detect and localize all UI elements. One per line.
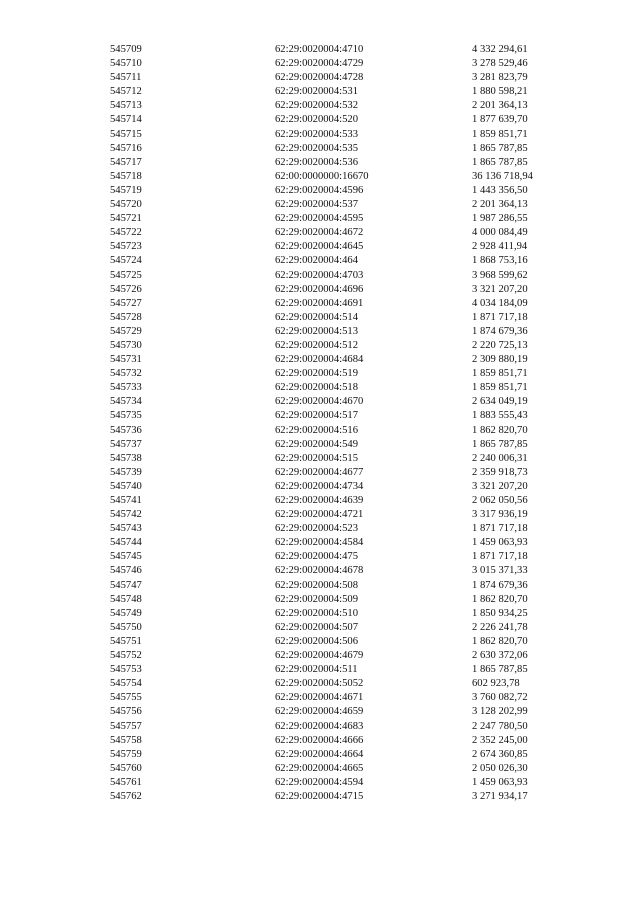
table-row (0, 311, 640, 325)
cadastral-number: 62:29:0020004:464 (275, 255, 358, 267)
row-number: 545759 (110, 748, 142, 760)
cadastral-number: 62:29:0020004:4659 (275, 706, 364, 718)
row-number: 545743 (110, 523, 142, 535)
table-row (0, 198, 640, 212)
table-row (0, 564, 640, 578)
cadastral-value: 1 883 555,43 (472, 410, 528, 422)
cadastral-number: 62:29:0020004:4666 (275, 734, 364, 746)
cadastral-value: 1 871 717,18 (472, 523, 528, 535)
cadastral-number: 62:29:0020004:517 (275, 410, 358, 422)
cadastral-value: 4 034 184,09 (472, 297, 528, 309)
table-row (0, 283, 640, 297)
row-number: 545726 (110, 283, 142, 295)
cadastral-value: 1 459 063,93 (472, 776, 528, 788)
row-number: 545719 (110, 184, 142, 196)
cadastral-value: 2 220 725,13 (472, 339, 528, 351)
table-row (0, 156, 640, 170)
row-number: 545736 (110, 424, 142, 436)
row-number: 545710 (110, 58, 142, 70)
cadastral-value: 2 630 372,06 (472, 650, 528, 662)
cadastral-value: 2 226 241,78 (472, 621, 528, 633)
cadastral-value: 3 321 207,20 (472, 283, 528, 295)
cadastral-number: 62:29:0020004:4684 (275, 354, 364, 366)
cadastral-number: 62:29:0020004:475 (275, 551, 358, 563)
cadastral-value: 4 332 294,61 (472, 44, 528, 55)
row-number: 545746 (110, 565, 142, 577)
cadastral-value: 1 865 787,85 (472, 438, 528, 450)
row-number: 545748 (110, 593, 142, 605)
row-number: 545752 (110, 650, 142, 662)
cadastral-value: 2 062 050,56 (472, 495, 528, 506)
cadastral-number: 62:29:0020004:4595 (275, 213, 364, 225)
cadastral-number: 62:29:0020004:516 (275, 424, 358, 436)
cadastral-value: 2 928 411,94 (472, 241, 528, 253)
table-row (0, 438, 640, 452)
table-row (0, 480, 640, 494)
cadastral-number: 62:29:0020004:4678 (275, 565, 364, 577)
row-number: 545741 (110, 495, 142, 506)
cadastral-value: 3 317 936,19 (472, 509, 528, 521)
row-number: 545720 (110, 199, 142, 211)
table-row (0, 748, 640, 762)
row-number: 545749 (110, 607, 142, 619)
cadastral-value: 2 247 780,50 (472, 720, 528, 732)
table-row (0, 776, 640, 790)
cadastral-number: 62:29:0020004:523 (275, 523, 358, 535)
cadastral-number: 62:29:0020004:4596 (275, 184, 364, 196)
cadastral-value: 3 278 529,46 (472, 58, 528, 70)
cadastral-number: 62:29:0020004:508 (275, 579, 358, 591)
row-number: 545740 (110, 480, 142, 492)
cadastral-value: 1 880 598,21 (472, 86, 528, 98)
row-number: 545717 (110, 156, 142, 168)
table-row (0, 607, 640, 621)
row-number: 545723 (110, 241, 142, 253)
row-number: 545715 (110, 128, 142, 140)
table-row (0, 635, 640, 649)
cadastral-value: 36 136 718,94 (472, 170, 533, 182)
cadastral-number: 62:29:0020004:549 (275, 438, 358, 450)
table-row (0, 381, 640, 395)
cadastral-value: 1 850 934,25 (472, 607, 528, 619)
cadastral-number: 62:29:0020004:4670 (275, 396, 364, 408)
cadastral-value: 1 877 639,70 (472, 114, 528, 126)
cadastral-value: 1 859 851,71 (472, 128, 528, 140)
row-number: 545713 (110, 100, 142, 112)
cadastral-number: 62:29:0020004:537 (275, 199, 358, 211)
table-row (0, 297, 640, 311)
cadastral-number: 62:29:0020004:509 (275, 593, 358, 605)
row-number: 545728 (110, 311, 142, 323)
cadastral-value: 1 862 820,70 (472, 635, 528, 647)
cadastral-number: 62:29:0020004:4671 (275, 692, 364, 704)
row-number: 545747 (110, 579, 142, 591)
table-row (0, 790, 640, 804)
row-number: 545716 (110, 142, 142, 154)
cadastral-number: 62:29:0020004:4696 (275, 283, 364, 295)
cadastral-value: 3 128 202,99 (472, 706, 528, 718)
row-number: 545712 (110, 86, 142, 98)
cadastral-number: 62:29:0020004:4594 (275, 776, 364, 788)
cadastral-number: 62:29:0020004:4721 (275, 509, 364, 521)
table-row (0, 522, 640, 536)
table-row (0, 452, 640, 466)
table-row (0, 43, 640, 57)
cadastral-number: 62:29:0020004:4715 (275, 790, 364, 802)
cadastral-value: 1 459 063,93 (472, 537, 528, 549)
row-number: 545730 (110, 339, 142, 351)
cadastral-number: 62:29:0020004:506 (275, 635, 358, 647)
cadastral-number: 62:29:0020004:536 (275, 156, 358, 168)
table-row (0, 734, 640, 748)
cadastral-value: 2 674 360,85 (472, 748, 528, 760)
cadastral-value: 2 359 918,73 (472, 466, 528, 478)
row-number: 545724 (110, 255, 142, 267)
cadastral-value: 3 015 371,33 (472, 565, 528, 577)
table-row (0, 339, 640, 353)
cadastral-number: 62:29:0020004:532 (275, 100, 358, 112)
table-row (0, 254, 640, 268)
cadastral-value: 3 321 207,20 (472, 480, 528, 492)
table-row (0, 184, 640, 198)
table-row (0, 550, 640, 564)
cadastral-value: 1 865 787,85 (472, 142, 528, 154)
row-number: 545733 (110, 382, 142, 394)
cadastral-number: 62:29:0020004:520 (275, 114, 358, 126)
row-number: 545714 (110, 114, 142, 126)
table-row (0, 593, 640, 607)
cadastral-number: 62:29:0020004:4677 (275, 466, 364, 478)
cadastral-value: 3 760 082,72 (472, 692, 528, 704)
cadastral-number: 62:29:0020004:4664 (275, 748, 364, 760)
row-number: 545756 (110, 706, 142, 718)
cadastral-value: 1 859 851,71 (472, 368, 528, 380)
cadastral-value: 1 874 679,36 (472, 325, 528, 337)
cadastral-value: 2 201 364,13 (472, 100, 528, 112)
cadastral-number: 62:29:0020004:515 (275, 452, 358, 464)
row-number: 545731 (110, 354, 142, 366)
cadastral-number: 62:29:0020004:535 (275, 142, 358, 154)
cadastral-number: 62:29:0020004:4679 (275, 650, 364, 662)
cadastral-value: 1 871 717,18 (472, 551, 528, 563)
row-number: 545757 (110, 720, 142, 732)
row-number: 545751 (110, 635, 142, 647)
table-row (0, 536, 640, 550)
table-row (0, 720, 640, 734)
cadastral-value: 1 862 820,70 (472, 424, 528, 436)
table-row (0, 663, 640, 677)
cadastral-value: 4 000 084,49 (472, 227, 528, 239)
table-row (0, 494, 640, 508)
cadastral-value: 2 634 049,19 (472, 396, 528, 408)
row-number: 545739 (110, 466, 142, 478)
row-number: 545725 (110, 269, 142, 281)
row-number: 545738 (110, 452, 142, 464)
row-number: 545737 (110, 438, 142, 450)
cadastral-number: 62:29:0020004:531 (275, 86, 358, 98)
table-row (0, 99, 640, 113)
row-number: 545711 (110, 72, 142, 84)
cadastral-value: 2 050 026,30 (472, 762, 528, 774)
cadastral-value: 1 859 851,71 (472, 382, 528, 394)
cadastral-number: 62:29:0020004:510 (275, 607, 358, 619)
row-number: 545758 (110, 734, 142, 746)
cadastral-number: 62:29:0020004:519 (275, 368, 358, 380)
table-row (0, 212, 640, 226)
cadastral-number: 62:29:0020004:4729 (275, 58, 364, 70)
table-row (0, 367, 640, 381)
table-row (0, 409, 640, 423)
row-number: 545734 (110, 396, 142, 408)
row-number: 545745 (110, 551, 142, 563)
cadastral-number: 62:29:0020004:533 (275, 128, 358, 140)
table-row (0, 142, 640, 156)
table-row (0, 269, 640, 283)
cadastral-number: 62:29:0020004:4710 (275, 44, 364, 55)
cadastral-value-table (0, 43, 640, 804)
table-row (0, 71, 640, 85)
table-row (0, 621, 640, 635)
row-number: 545750 (110, 621, 142, 633)
cadastral-value: 1 443 356,50 (472, 184, 528, 196)
row-number: 545761 (110, 776, 142, 788)
table-row (0, 113, 640, 127)
cadastral-value: 2 309 880,19 (472, 354, 528, 366)
cadastral-number: 62:29:0020004:4672 (275, 227, 364, 239)
row-number: 545732 (110, 368, 142, 380)
cadastral-number: 62:29:0020004:513 (275, 325, 358, 337)
cadastral-value: 2 240 006,31 (472, 452, 528, 464)
row-number: 545721 (110, 213, 142, 225)
cadastral-value: 3 281 823,79 (472, 72, 528, 84)
cadastral-number: 62:29:0020004:4645 (275, 241, 364, 253)
cadastral-value: 1 987 286,55 (472, 213, 528, 225)
cadastral-number: 62:29:0020004:4728 (275, 72, 364, 84)
cadastral-number: 62:29:0020004:5052 (275, 678, 364, 690)
cadastral-value: 1 871 717,18 (472, 311, 528, 323)
row-number: 545722 (110, 227, 142, 239)
row-number: 545755 (110, 692, 142, 704)
table-row (0, 170, 640, 184)
cadastral-number: 62:29:0020004:4703 (275, 269, 364, 281)
table-row (0, 395, 640, 409)
table-row (0, 677, 640, 691)
table-row (0, 85, 640, 99)
cadastral-value: 602 923,78 (472, 678, 520, 690)
table-row (0, 325, 640, 339)
cadastral-number: 62:29:0020004:4691 (275, 297, 364, 309)
cadastral-value: 1 865 787,85 (472, 156, 528, 168)
cadastral-number: 62:29:0020004:4683 (275, 720, 364, 732)
table-row (0, 240, 640, 254)
row-number: 545753 (110, 664, 142, 676)
cadastral-value: 3 968 599,62 (472, 269, 528, 281)
cadastral-number: 62:29:0020004:4665 (275, 762, 364, 774)
table-row (0, 466, 640, 480)
cadastral-value: 1 874 679,36 (472, 579, 528, 591)
table-row (0, 691, 640, 705)
cadastral-number: 62:29:0020004:4639 (275, 495, 364, 506)
cadastral-number: 62:29:0020004:4584 (275, 537, 364, 549)
row-number: 545742 (110, 509, 142, 521)
cadastral-value: 1 868 753,16 (472, 255, 528, 267)
table-row (0, 353, 640, 367)
table-row (0, 762, 640, 776)
row-number: 545729 (110, 325, 142, 337)
cadastral-value: 3 271 934,17 (472, 790, 528, 802)
table-row (0, 705, 640, 719)
row-number: 545760 (110, 762, 142, 774)
row-number: 545709 (110, 44, 142, 55)
cadastral-number: 62:29:0020004:4734 (275, 480, 364, 492)
row-number: 545744 (110, 537, 142, 549)
cadastral-value: 2 352 245,00 (472, 734, 528, 746)
cadastral-value: 2 201 364,13 (472, 199, 528, 211)
cadastral-number: 62:29:0020004:507 (275, 621, 358, 633)
cadastral-value: 1 862 820,70 (472, 593, 528, 605)
row-number: 545735 (110, 410, 142, 422)
row-number: 545762 (110, 790, 142, 802)
cadastral-number: 62:29:0020004:511 (275, 664, 358, 676)
cadastral-number: 62:00:0000000:16670 (275, 170, 369, 182)
cadastral-number: 62:29:0020004:518 (275, 382, 358, 394)
table-row (0, 57, 640, 71)
row-number: 545727 (110, 297, 142, 309)
table-row (0, 649, 640, 663)
cadastral-value: 1 865 787,85 (472, 664, 528, 676)
row-number: 545718 (110, 170, 142, 182)
table-row (0, 508, 640, 522)
table-row (0, 128, 640, 142)
table-row (0, 226, 640, 240)
table-row (0, 424, 640, 438)
cadastral-number: 62:29:0020004:512 (275, 339, 358, 351)
table-row (0, 579, 640, 593)
row-number: 545754 (110, 678, 142, 690)
cadastral-number: 62:29:0020004:514 (275, 311, 358, 323)
